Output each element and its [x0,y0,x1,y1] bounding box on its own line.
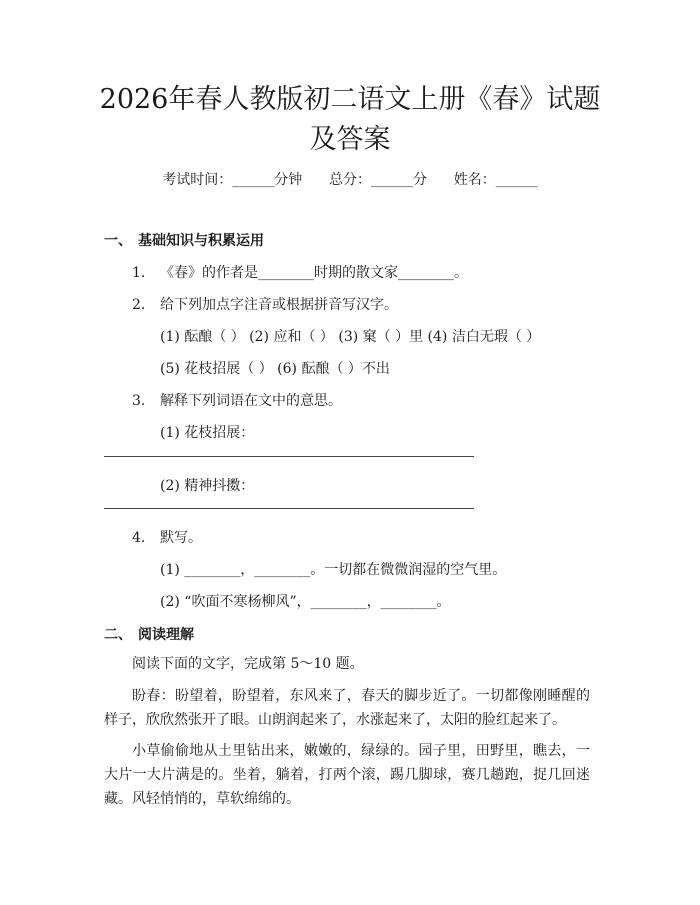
question-number: 1. [132,265,146,281]
question-text: 《春》的作者是________时期的散文家________。 [160,265,468,281]
question-2-sub-2: (5) 花枝招展（ ） (6) 酝酿（ ）不出 [160,361,390,377]
exam-meta-line: 考试时间：______分钟 总分：______分 姓名：______ [162,172,538,188]
question-2-sub-1: (1) 酝酿（ ） (2) 应和（ ） (3) 窠（ ）里 (4) 洁白无瑕（ ） [160,329,541,345]
answer-line [104,508,474,509]
answer-line [104,456,474,457]
section-number: 一、 [104,233,132,249]
reading-paragraph-2: 小草偷偷地从土里钻出来，嫩嫩的，绿绿的。园子里，田野里，瞧去，一大片一大片满是的。坐着，躺着，打两个滚，踢几脚球，赛几趟跑，捉几回迷藏。风轻悄悄的，草软绵绵的。 [104,743,590,807]
question-4-sub-1: (1) ________，________。一切都在微微润湿的空气里。 [160,562,507,578]
section-title: 阅读理解 [138,627,194,643]
question-3-sub-2: (2) 精神抖擞： [160,478,255,494]
question-text: 给下列加点字注音或根据拼音写汉字。 [160,297,398,313]
section-number: 二、 [104,627,132,643]
question-number: 4. [132,530,146,546]
question-text: 默写。 [160,530,202,546]
reading-paragraph-1: 盼春：盼望着，盼望着，东风来了，春天的脚步近了。一切都像刚睡醒的样子，欣欣然张开了眼。山朗润起来了，水涨起来了，太阳的脸红起来了。 [104,688,590,728]
question-4-sub-2: (2) “吹面不寒杨柳风”，________，________。 [160,594,451,610]
section-heading-2 [104,624,194,644]
section-heading-1 [104,230,264,250]
question-3 [132,390,342,410]
question-number: 2. [132,297,146,313]
question-number: 3. [132,393,146,409]
question-1 [132,262,468,282]
section-title: 基础知识与积累运用 [138,233,264,249]
document-title: 2026年春人教版初二语文上册《春》试题及答案 [99,84,601,155]
question-4 [132,527,202,547]
question-text: 解释下列词语在文中的意思。 [160,393,342,409]
reading-intro: 阅读下面的文字，完成第 5～10 题。 [132,656,364,672]
question-3-sub-1: (1) 花枝招展： [160,425,255,441]
question-2 [132,294,398,314]
